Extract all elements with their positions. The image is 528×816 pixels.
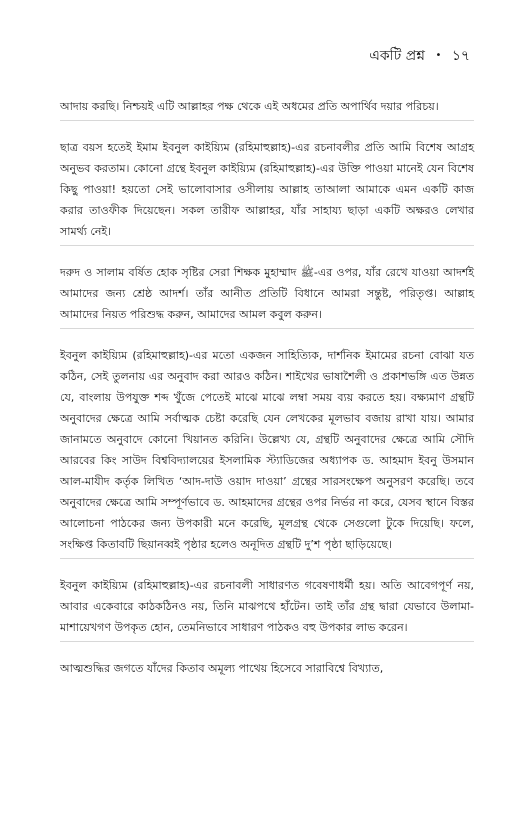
running-header xyxy=(369,48,470,64)
paragraph-opening-continuation: আদায় করছি। নিশ্চয়ই এটি আল্লাহর পক্ষ থেকে এই অধমের প্রতি অপার্থিব দয়ার পরিচয়। xyxy=(60,96,474,121)
paragraph-student-years: ছাত্র বয়স হতেই ইমাম ইবনুল কাইয়্যিম (রহিমাহুল্লাহ)-এর রচনাবলীর প্রতি আমি বিশেষ আগ্রহ অনুভব করতাম। কোনো গ্রন্থে ইবনুল কাইয়্যিম (রহিমাহুল্লাহ)-এর উক্তি পাওয়া মানেই যেন বিশেষ কিছু পাওয়া! হয়তো সেই ভালোবাসার ওসীলায় আল্লাহ তাআলা আমাকে এমন একটি কাজ করার তাওফীক দিয়েছেন। সকল তারীফ আল্লাহর, যাঁর সাহায্য ছাড়া একটি অক্ষরও লেখার সামর্থ্য নেই। xyxy=(60,137,474,246)
paragraph-translation-difficulty: ইবনুল কাইয়্যিম (রহিমাহুল্লাহ)-এর মতো একজন সাহিত্যিক, দার্শনিক ইমামের রচনা বোঝা যত কঠিন, সেই তুলনায় এর অনুবাদ করা আরও কঠিন। শাইখের ভাষাশৈলী ও প্রকাশভঙ্গি এত উন্নত যে, বাংলায় উপযুক্ত শব্দ খুঁজে পেতেই মাঝে মাঝে লম্বা সময় ব্যয় করতে হয়। বক্ষ্যমাণ গ্রন্থটি অনুবাদের ক্ষেত্রে আমি সর্বাত্মক চেষ্টা করেছি যেন লেখকের মূলভাব বজায় রাখা যায়। আমার জানামতে অনুবাদে কোনো খিয়ানত করিনি। উল্লেখ্য যে, গ্রন্থটি অনুবাদের ক্ষেত্রে আমি সৌদি আরবের কিং সাউদ বিশ্ববিদ্যালয়ের ইসলামিক স্ট্যাডিজের অধ্যাপক ড. আহমাদ ইবনু উসমান আল-মাযীদ কর্তৃক লিখিত ‘আদ-দাউ ওয়াদ দাওয়া’ গ্রন্থের সারসংক্ষেপ অনুসরণ করেছি। তবে অনুবাদের ক্ষেত্রে আমি সম্পূর্ণভাবে ড. আহমাদের গ্রন্থের ওপর নির্ভর না করে, যেসব স্থানে বিস্তর আলোচনা পাঠকের জন্য উপকারী মনে করেছি, মূলগ্রন্থ থেকে সেগুলো টুকে দিয়েছি। ফলে, সংক্ষিপ্ত কিতাবটি ছিয়ানব্বই পৃষ্ঠার হলেও অনূদিত গ্রন্থটি দু’শ পৃষ্ঠা ছাড়িয়েছে। xyxy=(60,345,474,559)
page-number: ১৭ xyxy=(451,48,470,64)
paragraph-writing-style: ইবনুল কাইয়্যিম (রহিমাহুল্লাহ)-এর রচনাবলী সাধারণত গবেষণাধর্মী হয়। অতি আবেগপূর্ণ নয়, আবার একেবারে কাঠকঠিনও নয়, তিনি মাঝপথে হাঁটেন। তাই তাঁর গ্রন্থ দ্বারা যেভাবে উলামা-মাশায়েখগণ উপকৃত হোন, তেমনিভাবে সাধারণ পাঠকও বহু উপকার লাভ করেন। xyxy=(60,575,474,642)
paragraph-self-purification: আত্মশুদ্ধির জগতে যাঁদের কিতাব অমূল্য পাথেয় হিসেবে সারাবিশ্বে বিখ্যাত, xyxy=(60,662,384,675)
paragraph-salutation: দরুদ ও সালাম বর্ষিত হোক সৃষ্টির সেরা শিক্ষক মুহাম্মাদ ﷺ-এর ওপর, যাঁর রেখে যাওয়া আদর্শই আমাদের জন্য শ্রেষ্ঠ আদর্শ। তাঁর আনীত প্রতিটি বিধানে আমরা সন্তুষ্ট, পরিতৃপ্ত। আল্লাহ আমাদের নিয়ত পরিশুদ্ধ করুন, আমাদের আমল কবুল করুন। xyxy=(60,262,474,329)
body-text xyxy=(60,96,474,698)
header-separator: • xyxy=(435,50,442,61)
chapter-title: একটি প্রশ্ন xyxy=(369,48,425,64)
